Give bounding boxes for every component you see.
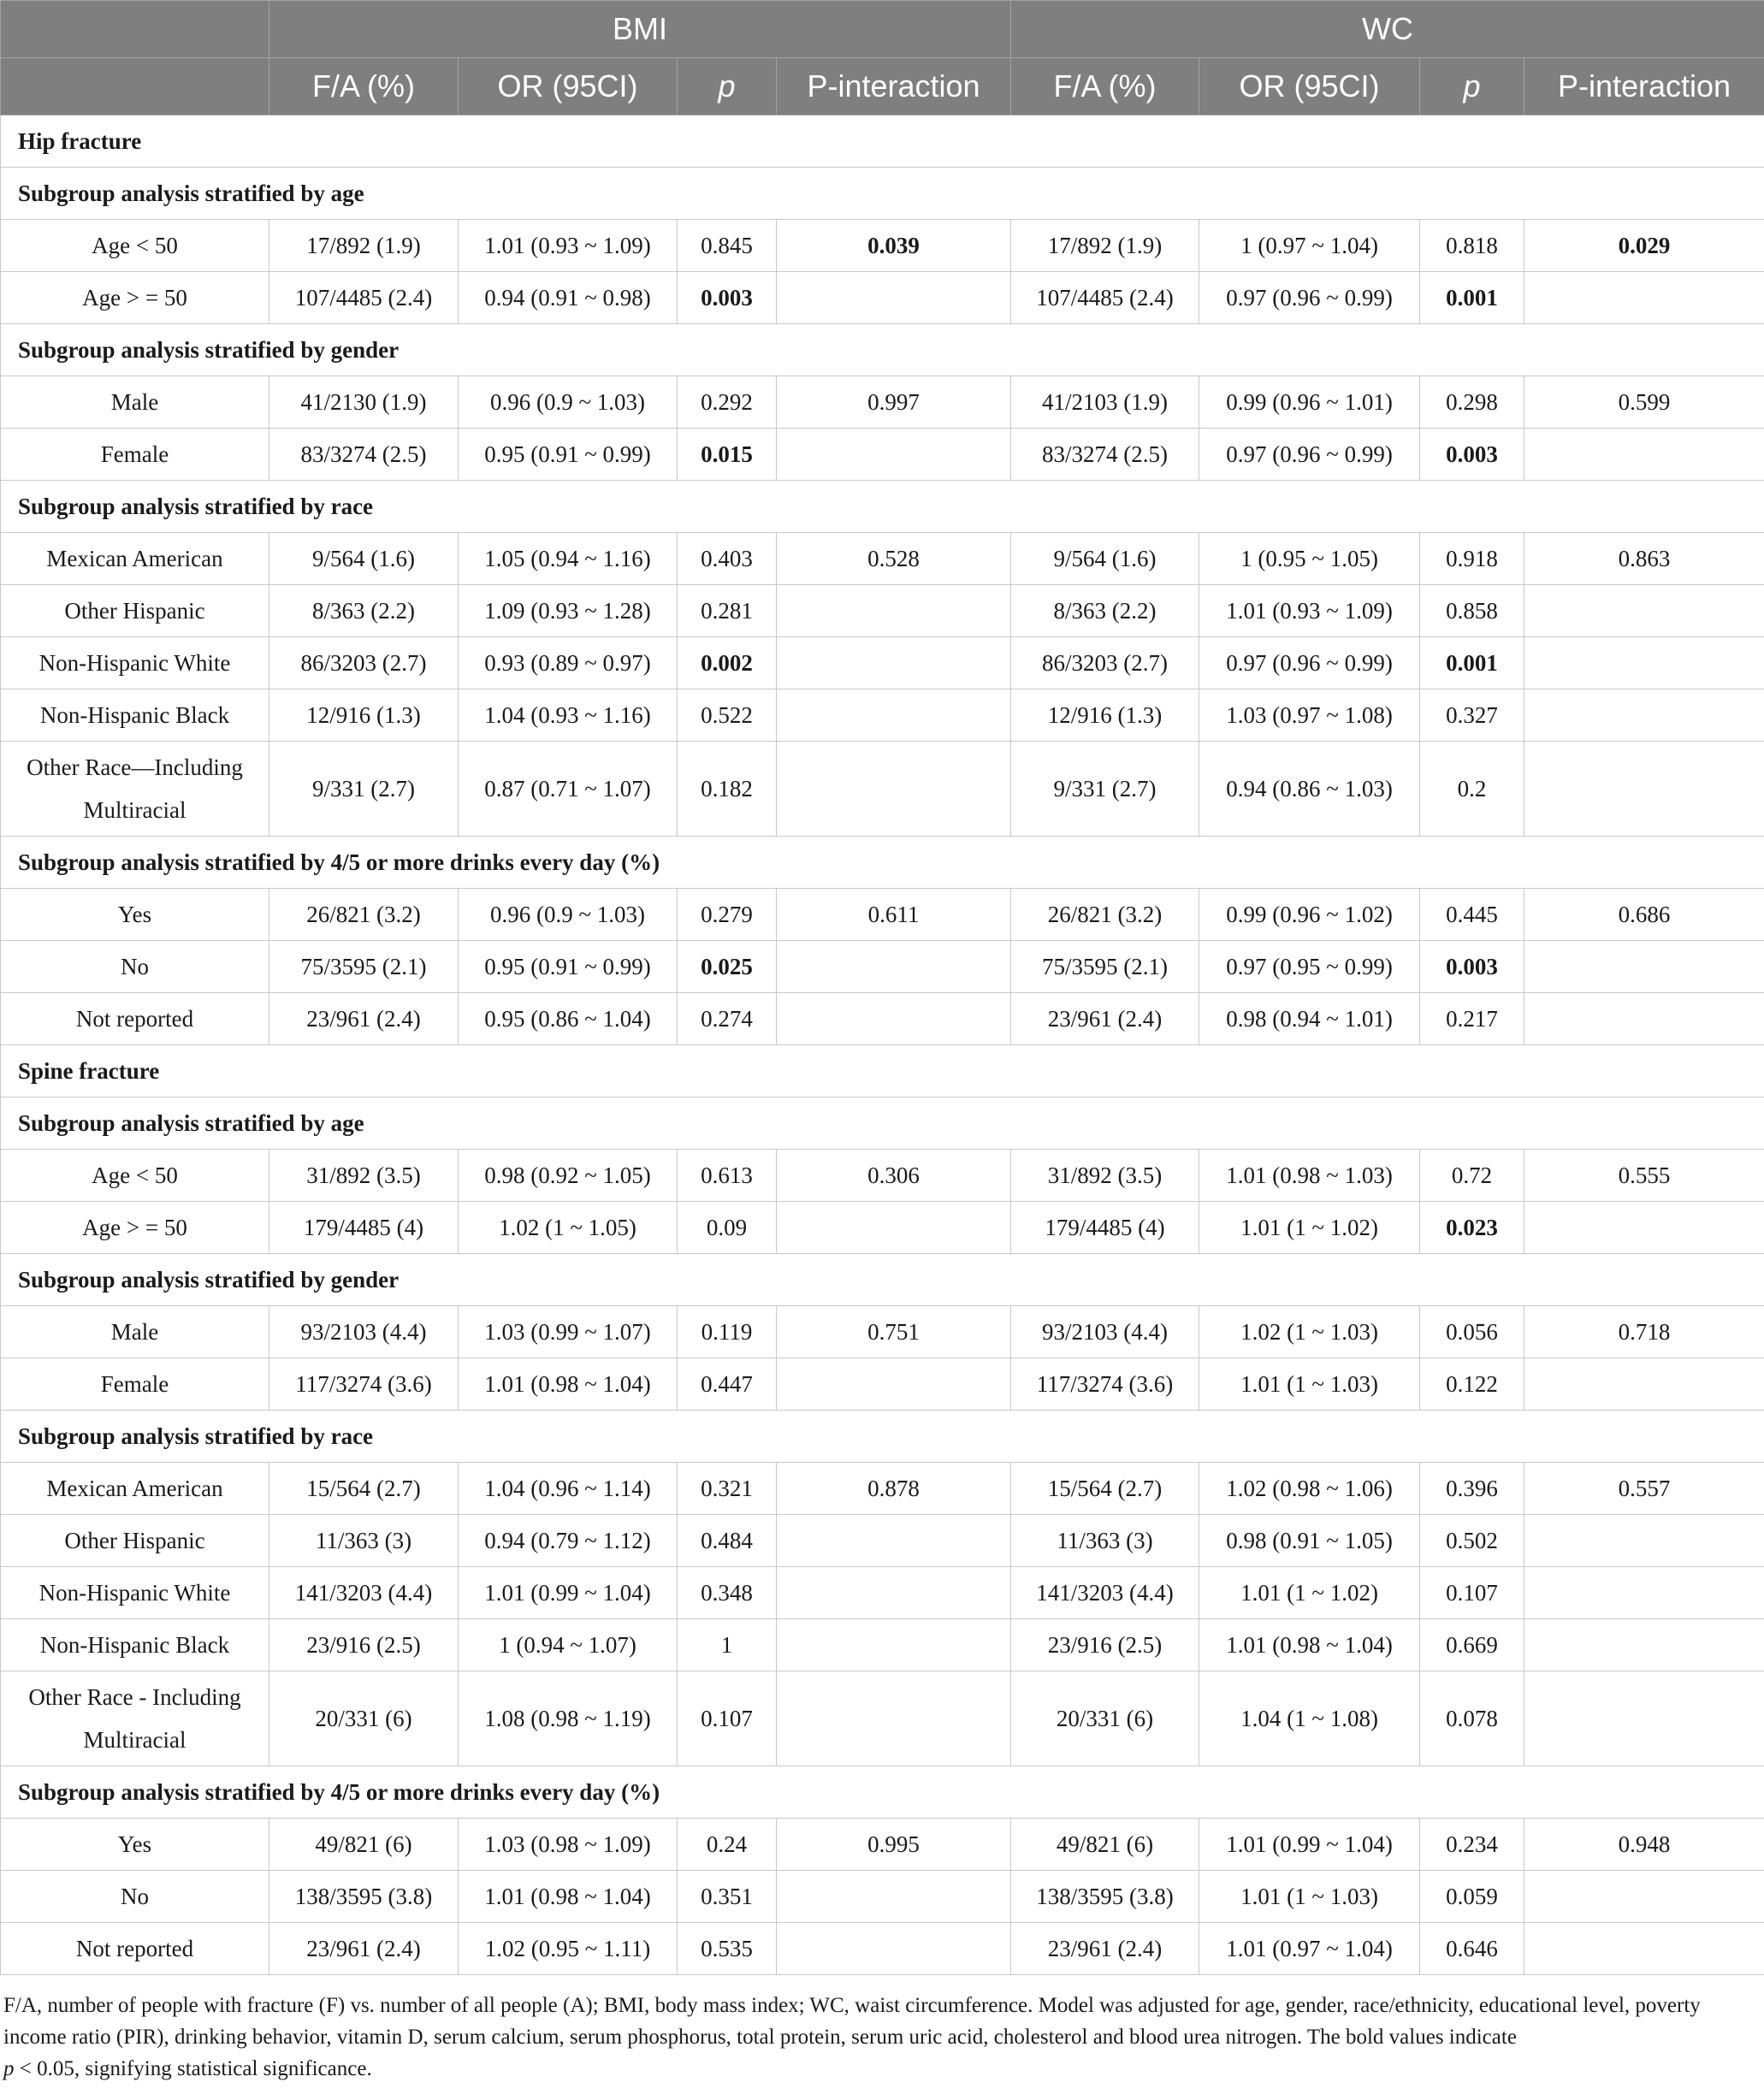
cell-wc-or: 0.94 (0.86 ~ 1.03) [1199,742,1420,837]
table-row [1,585,1764,637]
cell-bmi-pint [777,1923,1011,1975]
subgroup-title: Subgroup analysis stratified by 4/5 or more drinks every day (%) [1,1766,1764,1819]
row-label: Male [1,376,269,429]
cell-bmi-fa: 93/2103 (4.4) [269,1306,459,1358]
cell-bmi-p: 0.447 [678,1358,777,1411]
cell-wc-or: 0.97 (0.96 ~ 0.99) [1199,272,1420,324]
cell-bmi-p: 0.24 [678,1819,777,1871]
table-row [1,1150,1764,1202]
cell-bmi-or: 1.02 (1 ~ 1.05) [459,1202,678,1254]
cell-bmi-or: 0.95 (0.86 ~ 1.04) [459,993,678,1045]
cell-wc-p: 0.122 [1420,1358,1524,1411]
cell-wc-pint [1524,272,1764,324]
cell-wc-p: 0.396 [1420,1463,1524,1515]
cell-bmi-fa: 15/564 (2.7) [269,1463,459,1515]
row-label: Male [1,1306,269,1358]
subgroup-row [1,1097,1764,1150]
cell-wc-p: 0.059 [1420,1871,1524,1923]
header-blank-cell [1,1,269,58]
cell-wc-p: 0.818 [1420,220,1524,272]
cell-wc-fa: 23/916 (2.5) [1011,1619,1199,1671]
col-header-wc-p: p [1420,58,1524,115]
table-row [1,993,1764,1045]
header-group-row [1,1,1764,58]
cell-bmi-p: 0.274 [678,993,777,1045]
cell-bmi-or: 0.87 (0.71 ~ 1.07) [459,742,678,837]
cell-wc-fa: 9/564 (1.6) [1011,533,1199,585]
cell-bmi-pint [777,993,1011,1045]
table-body [1,115,1764,1975]
cell-bmi-or: 1.02 (0.95 ~ 1.11) [459,1923,678,1975]
row-label: Yes [1,889,269,941]
cell-bmi-fa: 41/2130 (1.9) [269,376,459,429]
cell-bmi-or: 1.05 (0.94 ~ 1.16) [459,533,678,585]
cell-bmi-pint [777,1567,1011,1619]
cell-bmi-p: 0.281 [678,585,777,637]
row-label: Age < 50 [1,1150,269,1202]
cell-bmi-fa: 75/3595 (2.1) [269,941,459,993]
cell-wc-p: 0.023 [1420,1202,1524,1254]
row-label: Non-Hispanic Black [1,1619,269,1671]
table-row [1,1202,1764,1254]
row-label: Female [1,429,269,481]
row-label: Age > = 50 [1,1202,269,1254]
cell-bmi-pint: 0.878 [777,1463,1011,1515]
col-header-wc-fa: F/A (%) [1011,58,1199,115]
cell-wc-p: 0.001 [1420,637,1524,689]
table-row [1,1358,1764,1411]
cell-bmi-or: 1.01 (0.99 ~ 1.04) [459,1567,678,1619]
row-label: Age > = 50 [1,272,269,324]
cell-bmi-pint: 0.995 [777,1819,1011,1871]
cell-wc-fa: 26/821 (3.2) [1011,889,1199,941]
cell-wc-p: 0.669 [1420,1619,1524,1671]
table-row [1,941,1764,993]
cell-bmi-pint [777,689,1011,742]
table-row [1,1567,1764,1619]
cell-wc-pint [1524,993,1764,1045]
cell-wc-p: 0.003 [1420,941,1524,993]
cell-bmi-or: 1.01 (0.98 ~ 1.04) [459,1871,678,1923]
cell-wc-or: 1.01 (0.99 ~ 1.04) [1199,1819,1420,1871]
cell-bmi-pint: 0.528 [777,533,1011,585]
row-label: No [1,941,269,993]
cell-bmi-pint [777,941,1011,993]
section-title: Spine fracture [1,1045,1764,1097]
cell-wc-fa: 23/961 (2.4) [1011,1923,1199,1975]
subgroup-row [1,837,1764,889]
cell-bmi-fa: 83/3274 (2.5) [269,429,459,481]
cell-bmi-or: 0.96 (0.9 ~ 1.03) [459,376,678,429]
cell-bmi-fa: 86/3203 (2.7) [269,637,459,689]
cell-bmi-p: 0.321 [678,1463,777,1515]
cell-bmi-pint [777,1515,1011,1567]
cell-wc-or: 1.03 (0.97 ~ 1.08) [1199,689,1420,742]
cell-wc-or: 0.97 (0.96 ~ 0.99) [1199,429,1420,481]
row-label: Not reported [1,1923,269,1975]
cell-wc-fa: 9/331 (2.7) [1011,742,1199,837]
cell-bmi-pint: 0.039 [777,220,1011,272]
cell-bmi-fa: 12/916 (1.3) [269,689,459,742]
cell-wc-or: 1 (0.95 ~ 1.05) [1199,533,1420,585]
row-label: Non-Hispanic Black [1,689,269,742]
cell-wc-fa: 20/331 (6) [1011,1671,1199,1766]
subgroup-title: Subgroup analysis stratified by race [1,481,1764,533]
cell-wc-fa: 141/3203 (4.4) [1011,1567,1199,1619]
cell-bmi-p: 0.292 [678,376,777,429]
cell-bmi-fa: 107/4485 (2.4) [269,272,459,324]
row-label: Not reported [1,993,269,1045]
cell-wc-fa: 12/916 (1.3) [1011,689,1199,742]
cell-bmi-fa: 26/821 (3.2) [269,889,459,941]
cell-bmi-pint: 0.751 [777,1306,1011,1358]
cell-wc-or: 1.02 (0.98 ~ 1.06) [1199,1463,1420,1515]
cell-wc-fa: 117/3274 (3.6) [1011,1358,1199,1411]
cell-wc-p: 0.056 [1420,1306,1524,1358]
cell-wc-fa: 15/564 (2.7) [1011,1463,1199,1515]
cell-wc-p: 0.918 [1420,533,1524,585]
cell-bmi-fa: 20/331 (6) [269,1671,459,1766]
cell-bmi-or: 1 (0.94 ~ 1.07) [459,1619,678,1671]
cell-bmi-or: 1.03 (0.98 ~ 1.09) [459,1819,678,1871]
row-label: Female [1,1358,269,1411]
cell-wc-fa: 93/2103 (4.4) [1011,1306,1199,1358]
cell-bmi-fa: 23/916 (2.5) [269,1619,459,1671]
cell-wc-pint [1524,1671,1764,1766]
cell-wc-pint: 0.555 [1524,1150,1764,1202]
cell-bmi-or: 1.03 (0.99 ~ 1.07) [459,1306,678,1358]
cell-bmi-or: 0.94 (0.79 ~ 1.12) [459,1515,678,1567]
cell-bmi-p: 0.348 [678,1567,777,1619]
cell-wc-or: 1.01 (0.97 ~ 1.04) [1199,1923,1420,1975]
row-label: Other Race - Including Multiracial [1,1671,269,1766]
cell-wc-pint: 0.686 [1524,889,1764,941]
cell-wc-or: 1.04 (1 ~ 1.08) [1199,1671,1420,1766]
header-wc: WC [1011,1,1764,58]
cell-bmi-p: 0.107 [678,1671,777,1766]
table-row [1,689,1764,742]
col-header-wc-pint: P-interaction [1524,58,1764,115]
row-label: Yes [1,1819,269,1871]
footnote-p-symbol: p [3,2057,15,2080]
subgroup-title: Subgroup analysis stratified by 4/5 or more drinks every day (%) [1,837,1764,889]
section-row [1,115,1764,168]
subgroup-title: Subgroup analysis stratified by age [1,168,1764,220]
cell-wc-pint [1524,1515,1764,1567]
cell-wc-or: 0.99 (0.96 ~ 1.01) [1199,376,1420,429]
cell-bmi-fa: 179/4485 (4) [269,1202,459,1254]
cell-wc-pint: 0.718 [1524,1306,1764,1358]
cell-wc-fa: 8/363 (2.2) [1011,585,1199,637]
table-row [1,889,1764,941]
col-header-wc-or: OR (95CI) [1199,58,1420,115]
cell-bmi-or: 1.01 (0.93 ~ 1.09) [459,220,678,272]
cell-bmi-fa: 49/821 (6) [269,1819,459,1871]
cell-bmi-p: 0.845 [678,220,777,272]
subgroup-row [1,481,1764,533]
cell-bmi-or: 1.08 (0.98 ~ 1.19) [459,1671,678,1766]
cell-bmi-p: 0.279 [678,889,777,941]
table-row [1,1463,1764,1515]
table-row [1,272,1764,324]
subgroup-title: Subgroup analysis stratified by race [1,1411,1764,1463]
cell-wc-or: 1.01 (0.93 ~ 1.09) [1199,585,1420,637]
cell-bmi-fa: 11/363 (3) [269,1515,459,1567]
cell-bmi-p: 0.535 [678,1923,777,1975]
cell-wc-p: 0.298 [1420,376,1524,429]
cell-wc-p: 0.217 [1420,993,1524,1045]
cell-wc-pint [1524,1567,1764,1619]
cell-wc-fa: 179/4485 (4) [1011,1202,1199,1254]
cell-bmi-pint [777,585,1011,637]
cell-wc-or: 0.98 (0.91 ~ 1.05) [1199,1515,1420,1567]
cell-wc-pint [1524,637,1764,689]
cell-wc-pint [1524,429,1764,481]
subgroup-title: Subgroup analysis stratified by age [1,1097,1764,1150]
subgroup-title: Subgroup analysis stratified by gender [1,1254,1764,1306]
cell-bmi-p: 0.484 [678,1515,777,1567]
cell-wc-fa: 41/2103 (1.9) [1011,376,1199,429]
cell-wc-pint [1524,1358,1764,1411]
cell-wc-pint: 0.863 [1524,533,1764,585]
cell-wc-pint [1524,1619,1764,1671]
cell-wc-pint [1524,1923,1764,1975]
cell-bmi-or: 0.96 (0.9 ~ 1.03) [459,889,678,941]
header-blank-cell [1,58,269,115]
cell-bmi-or: 0.98 (0.92 ~ 1.05) [459,1150,678,1202]
table-row [1,1619,1764,1671]
cell-wc-fa: 23/961 (2.4) [1011,993,1199,1045]
cell-bmi-or: 1.01 (0.98 ~ 1.04) [459,1358,678,1411]
cell-wc-or: 0.99 (0.96 ~ 1.02) [1199,889,1420,941]
cell-bmi-pint [777,1619,1011,1671]
cell-wc-pint [1524,1202,1764,1254]
cell-wc-fa: 31/892 (3.5) [1011,1150,1199,1202]
cell-wc-pint [1524,941,1764,993]
cell-wc-p: 0.646 [1420,1923,1524,1975]
cell-wc-or: 1.01 (1 ~ 1.02) [1199,1567,1420,1619]
table-row [1,1923,1764,1975]
table-row [1,220,1764,272]
cell-bmi-or: 1.09 (0.93 ~ 1.28) [459,585,678,637]
cell-wc-p: 0.445 [1420,889,1524,941]
cell-bmi-pint [777,1871,1011,1923]
cell-wc-pint [1524,742,1764,837]
cell-wc-or: 0.98 (0.94 ~ 1.01) [1199,993,1420,1045]
cell-bmi-fa: 31/892 (3.5) [269,1150,459,1202]
table-row [1,429,1764,481]
cell-bmi-pint: 0.611 [777,889,1011,941]
row-label: Other Hispanic [1,1515,269,1567]
cell-wc-fa: 138/3595 (3.8) [1011,1871,1199,1923]
cell-bmi-pint [777,1358,1011,1411]
cell-wc-pint: 0.599 [1524,376,1764,429]
cell-bmi-or: 0.95 (0.91 ~ 0.99) [459,941,678,993]
cell-wc-or: 0.97 (0.96 ~ 0.99) [1199,637,1420,689]
cell-bmi-pint [777,742,1011,837]
cell-wc-or: 1.02 (1 ~ 1.03) [1199,1306,1420,1358]
table-row [1,637,1764,689]
cell-wc-pint: 0.557 [1524,1463,1764,1515]
cell-wc-p: 0.234 [1420,1819,1524,1871]
cell-wc-pint [1524,585,1764,637]
cell-wc-fa: 17/892 (1.9) [1011,220,1199,272]
footnote-tail: < 0.05, signifying statistical significance. [14,2057,372,2080]
cell-bmi-fa: 8/363 (2.2) [269,585,459,637]
cell-bmi-fa: 117/3274 (3.6) [269,1358,459,1411]
row-label: Age < 50 [1,220,269,272]
row-label: Mexican American [1,533,269,585]
cell-bmi-p: 0.403 [678,533,777,585]
col-header-bmi-pint: P-interaction [777,58,1011,115]
cell-bmi-p: 0.003 [678,272,777,324]
subgroup-row [1,1766,1764,1819]
cell-bmi-fa: 23/961 (2.4) [269,993,459,1045]
cell-wc-or: 1.01 (1 ~ 1.03) [1199,1358,1420,1411]
cell-bmi-p: 1 [678,1619,777,1671]
section-row [1,1045,1764,1097]
cell-wc-pint [1524,1871,1764,1923]
cell-bmi-p: 0.351 [678,1871,777,1923]
footnote-text: F/A, number of people with fracture (F) vs. number of all people (A); BMI, body mass index; WC, waist circumference. Model was adjusted for age, gender, race/ethnicity, educational level, poverty income ratio (PIR), drinking behavior, vitamin D, serum calcium, serum phosphorus, total protein, serum uric acid, cholesterol and blood urea nitrogen. The bold values indicate [3,1994,1701,2049]
cell-bmi-or: 0.95 (0.91 ~ 0.99) [459,429,678,481]
table-row [1,1871,1764,1923]
row-label: Mexican American [1,1463,269,1515]
table-row [1,376,1764,429]
cell-wc-or: 0.97 (0.95 ~ 0.99) [1199,941,1420,993]
cell-bmi-pint [777,1671,1011,1766]
row-label: Non-Hispanic White [1,637,269,689]
cell-bmi-pint [777,637,1011,689]
row-label: No [1,1871,269,1923]
cell-bmi-or: 1.04 (0.93 ~ 1.16) [459,689,678,742]
cell-wc-p: 0.107 [1420,1567,1524,1619]
cell-wc-p: 0.003 [1420,429,1524,481]
cell-bmi-or: 0.93 (0.89 ~ 0.97) [459,637,678,689]
cell-wc-p: 0.001 [1420,272,1524,324]
cell-wc-p: 0.858 [1420,585,1524,637]
cell-wc-p: 0.078 [1420,1671,1524,1766]
section-title: Hip fracture [1,115,1764,168]
cell-bmi-fa: 17/892 (1.9) [269,220,459,272]
cell-bmi-fa: 9/564 (1.6) [269,533,459,585]
cell-wc-pint [1524,689,1764,742]
subgroup-title: Subgroup analysis stratified by gender [1,324,1764,376]
cell-bmi-p: 0.015 [678,429,777,481]
cell-bmi-pint [777,272,1011,324]
cell-wc-fa: 83/3274 (2.5) [1011,429,1199,481]
table-row [1,533,1764,585]
cell-bmi-p: 0.613 [678,1150,777,1202]
cell-bmi-p: 0.025 [678,941,777,993]
cell-bmi-pint: 0.997 [777,376,1011,429]
cell-bmi-fa: 9/331 (2.7) [269,742,459,837]
cell-wc-fa: 107/4485 (2.4) [1011,272,1199,324]
col-header-bmi-p: p [678,58,777,115]
cell-bmi-p: 0.09 [678,1202,777,1254]
row-label: Other Hispanic [1,585,269,637]
subgroup-row [1,1411,1764,1463]
cell-wc-fa: 11/363 (3) [1011,1515,1199,1567]
table-row [1,742,1764,837]
cell-bmi-pint [777,1202,1011,1254]
table-row [1,1819,1764,1871]
cell-wc-p: 0.2 [1420,742,1524,837]
cell-wc-fa: 49/821 (6) [1011,1819,1199,1871]
cell-wc-or: 1.01 (0.98 ~ 1.03) [1199,1150,1420,1202]
cell-bmi-p: 0.182 [678,742,777,837]
subgroup-row [1,324,1764,376]
row-label: Other Race—Including Multiracial [1,742,269,837]
header-bmi: BMI [269,1,1011,58]
col-header-bmi-or: OR (95CI) [459,58,678,115]
cell-wc-or: 1.01 (1 ~ 1.02) [1199,1202,1420,1254]
cell-bmi-pint: 0.306 [777,1150,1011,1202]
cell-wc-fa: 86/3203 (2.7) [1011,637,1199,689]
cell-bmi-or: 0.94 (0.91 ~ 0.98) [459,272,678,324]
table-row [1,1671,1764,1766]
table-row [1,1306,1764,1358]
cell-bmi-pint [777,429,1011,481]
cell-bmi-or: 1.04 (0.96 ~ 1.14) [459,1463,678,1515]
cell-wc-or: 1.01 (0.98 ~ 1.04) [1199,1619,1420,1671]
cell-wc-or: 1 (0.97 ~ 1.04) [1199,220,1420,272]
row-label: Non-Hispanic White [1,1567,269,1619]
cell-wc-or: 1.01 (1 ~ 1.03) [1199,1871,1420,1923]
table-row [1,1515,1764,1567]
subgroup-row [1,1254,1764,1306]
cell-bmi-fa: 138/3595 (3.8) [269,1871,459,1923]
cell-bmi-p: 0.522 [678,689,777,742]
header-columns-row [1,58,1764,115]
cell-wc-pint: 0.029 [1524,220,1764,272]
cell-bmi-fa: 23/961 (2.4) [269,1923,459,1975]
cell-wc-pint: 0.948 [1524,1819,1764,1871]
cell-bmi-p: 0.002 [678,637,777,689]
cell-wc-p: 0.502 [1420,1515,1524,1567]
table-footnote [3,1990,1757,2085]
cell-wc-fa: 75/3595 (2.1) [1011,941,1199,993]
subgroup-row [1,168,1764,220]
cell-wc-p: 0.327 [1420,689,1524,742]
col-header-bmi-fa: F/A (%) [269,58,459,115]
cell-bmi-p: 0.119 [678,1306,777,1358]
cell-bmi-fa: 141/3203 (4.4) [269,1567,459,1619]
cell-wc-p: 0.72 [1420,1150,1524,1202]
